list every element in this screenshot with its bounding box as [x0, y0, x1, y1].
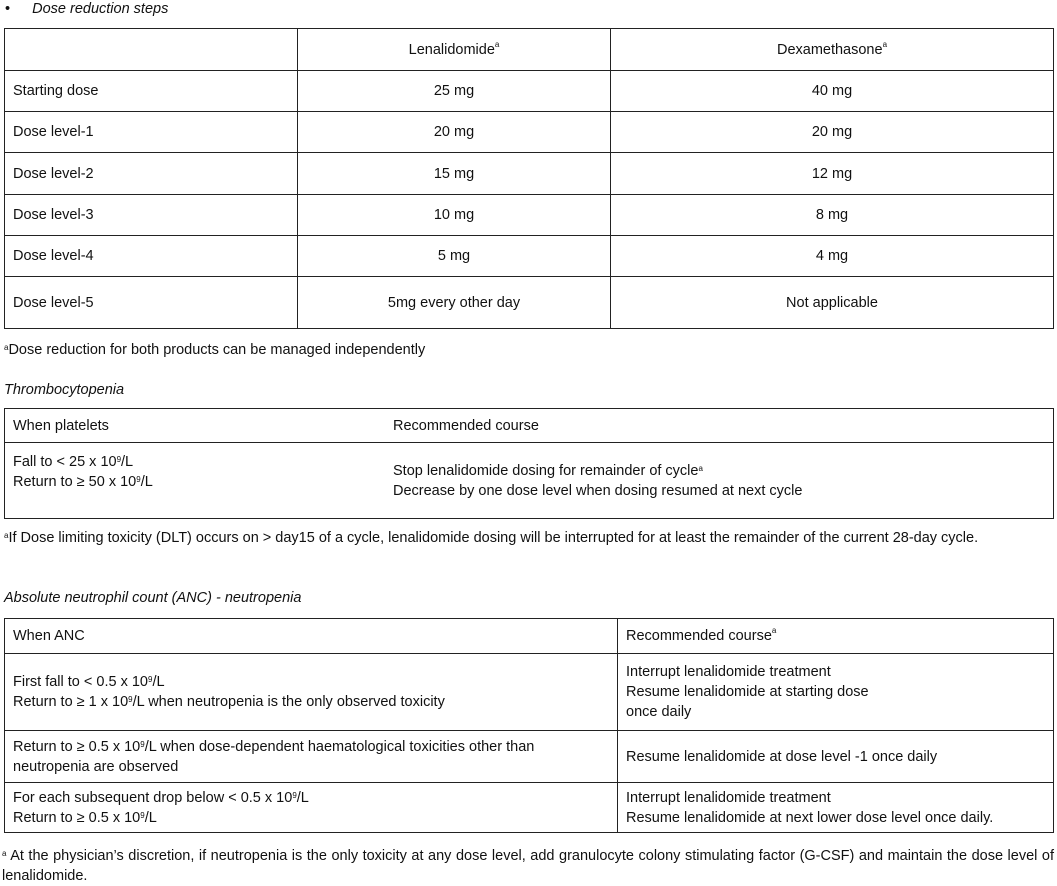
thrombocytopenia-table	[4, 408, 1054, 519]
anc-condition: First fall to < 0.5 x $10^9/L$ Return to ≥ 1 x $10^9/L$ when neutropenia is the only observed toxicity	[5, 654, 618, 731]
table-row	[5, 195, 1054, 236]
lenalidomide-dose: 5mg every other day	[298, 277, 611, 329]
dexamethasone-dose: 8 mg	[611, 195, 1054, 236]
bullet: •	[5, 1, 11, 17]
header-cell-empty	[5, 29, 298, 71]
row-label: Dose level-3	[5, 195, 298, 236]
table-row	[5, 153, 1054, 195]
header-when-anc: When ANC	[5, 619, 618, 654]
header-recommended-course: Recommended course$^a$	[618, 619, 1054, 654]
header-dexamethasone: Dexamethasone$^a$	[611, 29, 1054, 71]
lenalidomide-dose: 5 mg	[298, 236, 611, 277]
platelet-thresholds: Fall to < 25 x $10^9/L$ Return to ≥ 50 x $10^9/L$	[5, 443, 386, 519]
section1-heading: Dose reduction steps	[32, 1, 169, 17]
section1-footnote: $^a$Dose reduction for both products can be managed independently	[4, 342, 426, 358]
table-header-row	[5, 619, 1054, 654]
row-label: Dose level-2	[5, 153, 298, 195]
table-header-row	[5, 409, 1054, 443]
lenalidomide-dose: 20 mg	[298, 112, 611, 153]
anc-condition: Return to ≥ 0.5 x $10^9/L$ when dose-dependent haematological toxicities other than neutropenia are observed	[5, 731, 618, 783]
table-header-row	[5, 29, 1054, 71]
lenalidomide-dose: 25 mg	[298, 71, 611, 112]
anc-recommendation: Resume lenalidomide at dose level -1 once daily	[618, 731, 1054, 783]
dexamethasone-dose: 20 mg	[611, 112, 1054, 153]
dexamethasone-dose: 12 mg	[611, 153, 1054, 195]
anc-recommendation: Interrupt lenalidomide treatment Resume lenalidomide at next lower dose level once daily.	[618, 783, 1054, 833]
platelet-recommendation: Stop lenalidomide dosing for remainder of cycle$^a$ Decrease by one dose level when dosing resumed at next cycle	[385, 443, 1054, 519]
table-row	[5, 654, 1054, 731]
table-row	[5, 277, 1054, 329]
section3-heading: Absolute neutrophil count (ANC) - neutropenia	[4, 590, 302, 606]
neutropenia-table	[4, 618, 1054, 833]
anc-condition: For each subsequent drop below < 0.5 x $10^9/L$ Return to ≥ 0.5 x $10^9/L$	[5, 783, 618, 833]
lenalidomide-dose: 15 mg	[298, 153, 611, 195]
dexamethasone-dose: 4 mg	[611, 236, 1054, 277]
anc-recommendation: Interrupt lenalidomide treatment Resume lenalidomide at starting dose once daily	[618, 654, 1054, 731]
row-label: Dose level-4	[5, 236, 298, 277]
section1-heading-row	[5, 0, 168, 18]
header-when-platelets: When platelets	[5, 409, 386, 443]
table-row	[5, 112, 1054, 153]
row-label: Dose level-5	[5, 277, 298, 329]
header-recommended-course: Recommended course	[385, 409, 1054, 443]
section2-heading: Thrombocytopenia	[4, 382, 125, 398]
dose-reduction-table	[4, 28, 1054, 329]
dexamethasone-dose: 40 mg	[611, 71, 1054, 112]
section2-footnote: $^a$If Dose limiting toxicity (DLT) occurs on > day15 of a cycle, lenalidomide dosing will be interrupted for at least the remainder of the current 28-day cycle.	[4, 530, 979, 546]
lenalidomide-dose: 10 mg	[298, 195, 611, 236]
table-row	[5, 443, 1054, 519]
row-label: Dose level-1	[5, 112, 298, 153]
table-row	[5, 731, 1054, 783]
table-row	[5, 236, 1054, 277]
table-row	[5, 71, 1054, 112]
table-row	[5, 783, 1054, 833]
row-label: Starting dose	[5, 71, 298, 112]
section3-footnote: $^a$ At the physician’s discretion, if neutropenia is the only toxicity at any dose level, add granulocyte colony stimulating factor (G-CSF) and maintain the dose level of lenalidomide.	[2, 848, 1054, 884]
dexamethasone-dose: Not applicable	[611, 277, 1054, 329]
header-lenalidomide: Lenalidomide$^a$	[298, 29, 611, 71]
